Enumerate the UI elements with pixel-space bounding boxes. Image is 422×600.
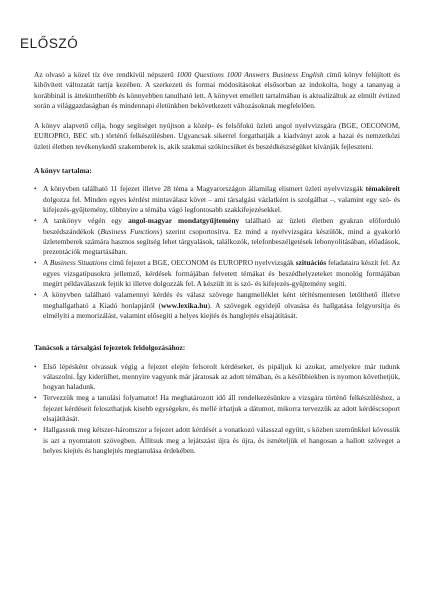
- list-item: • A tankönyv végén egy angol-magyar mondatgyűjtemény található az üzleti életben gyakran előforduló beszédszándékok (Business Functions) szerint csoportosítva. Ez mind a nyelvvizsgára készülők, mind a gyakorló üzletemberek számára hasznos segítség lehet tárgyalások, találkozók, telefonbeszélgetések lebonyolításában, előadások, prezentációk megtartásában.: [34, 216, 400, 257]
- list-item: • A Business Situations című fejezet a BGE, OECONOM és EUROPRO nyelvvizsgák szituációs feladataira készít fel. Az egyes vizsgatípusokra jellemző, kérdések formájában felvetett témákat és beszédhelyzeteket monológ formájában megírt példaválaszok fejtik ki illetve dolgozzák fel. A készült itt is szó- és kifejezés-gyűjtemény segíti.: [34, 258, 400, 289]
- bullet-icon: •: [34, 258, 37, 268]
- intro-paragraph-2: A könyv alapvető célja, hogy segítséget nyújtson a közép- és felsőfokú üzleti angol nyelvvizsgára (BGE, OECONOM, EUROPRO, BEC stb.) történő felkészülésben. Ugyancsak sikerrel forgathatják a kiadványt azok a hazai és nemzetközi üzleti életben tevékenykedő szakemberek is, akik szakmai szókincsüket és beszédkészségüket kívánják fejleszteni.: [34, 121, 400, 151]
- bullet-icon: •: [34, 184, 37, 194]
- website-link[interactable]: www.lexika.hu: [161, 300, 208, 310]
- list-item: • A könyvben található valamennyi kérdés és válasz szövege hangmelléklet ként térítésmentesen letölthető illetve meghallgatható a Kiadó honlapjáról (www.lexika.hu). A szövegek egyidejű olvasása és hallgatása felgyorsítja és elmélyíti a memorizálást, valamint elősegíti a helyes kiejtés és hanglejtés elsajátítását.: [34, 290, 400, 320]
- bullet-icon: •: [34, 361, 37, 371]
- list-item: • Hallgassuk meg kétszer-háromszor a fejezet adott kérdését a vonatkozó válasszal együtt, s közben szeműnkkel kövessük is azt a nyomtatott szövegben. Állítsuk meg a lejátszást újra és újra, és ismételjük el hangosan a hallott szöveget a helyes kiejtés és hanglejtés megtanulása érdekében.: [34, 425, 400, 455]
- contents-heading: A könyv tartalma:: [34, 166, 92, 176]
- bullet-icon: •: [34, 393, 37, 403]
- intro-paragraph-1: Az olvasó a közel tíz éve rendkívül népszerű 1000 Questions 1000 Answers Business English című könyv felújított és kibővített változatát tartja kezében. A szerkezeti és formai módosításokat elsősorban az indokolta, hogy a tananyag a korábbinál is áttekinthetőbb és könnyebben tanulható lett. A könyvet emellett tartalmában is aktualizáltuk az elmúlt évtized során a világgazdaságban és mindennapi életünkben bekövetkezett változásoknak megfelelően.: [34, 70, 401, 110]
- list-item: • A könyvben található 11 fejezet illetve 28 téma a Magyarországon államilag elismert üzleti nyelvvizsgák témaköreit dolgozza fel. Minden egyes kérdést mintaválasz követ – ami társalgási vázlatként is szolgálhat –, valamint egy szó- és kifejezés-gyűjtemény, többnyire a témába vágó legfontosabb szakkifejezésekkel.: [34, 184, 400, 214]
- page-title: ELŐSZÓ: [20, 36, 79, 51]
- tips-heading: Tanácsok a társalgási fejezetek feldolgozásához:: [34, 343, 186, 353]
- contents-list: [34, 184, 400, 321]
- bullet-icon: •: [34, 425, 37, 435]
- list-item: • Tervezzük meg a tanulási folyamatot! Ha meghatározott idő áll rendelkezésünkre a vizsgára történő felkészüléshez, a fejezet kérdéseit feloszthatjuk kisebb egységekre, és mellé írhatjuk a dátumot, mikorra tervezzük az adott kérdéscsoport elsajátítását.: [34, 393, 400, 424]
- bullet-icon: •: [34, 290, 37, 300]
- list-item: • Első lépésként olvassuk végig a fejezet elején felsorolt kérdéseket, és pipáljuk ki azokat, amelyekre már tudunk válaszolni. Így kiderülhet, mennyire vagyunk már járatosak az adott témában, és a későbbiekben is nyomon követhetjük, hogyan haladunk.: [34, 361, 400, 392]
- tips-list: [34, 362, 400, 457]
- document-body: [34, 70, 400, 478]
- bullet-icon: •: [34, 216, 37, 226]
